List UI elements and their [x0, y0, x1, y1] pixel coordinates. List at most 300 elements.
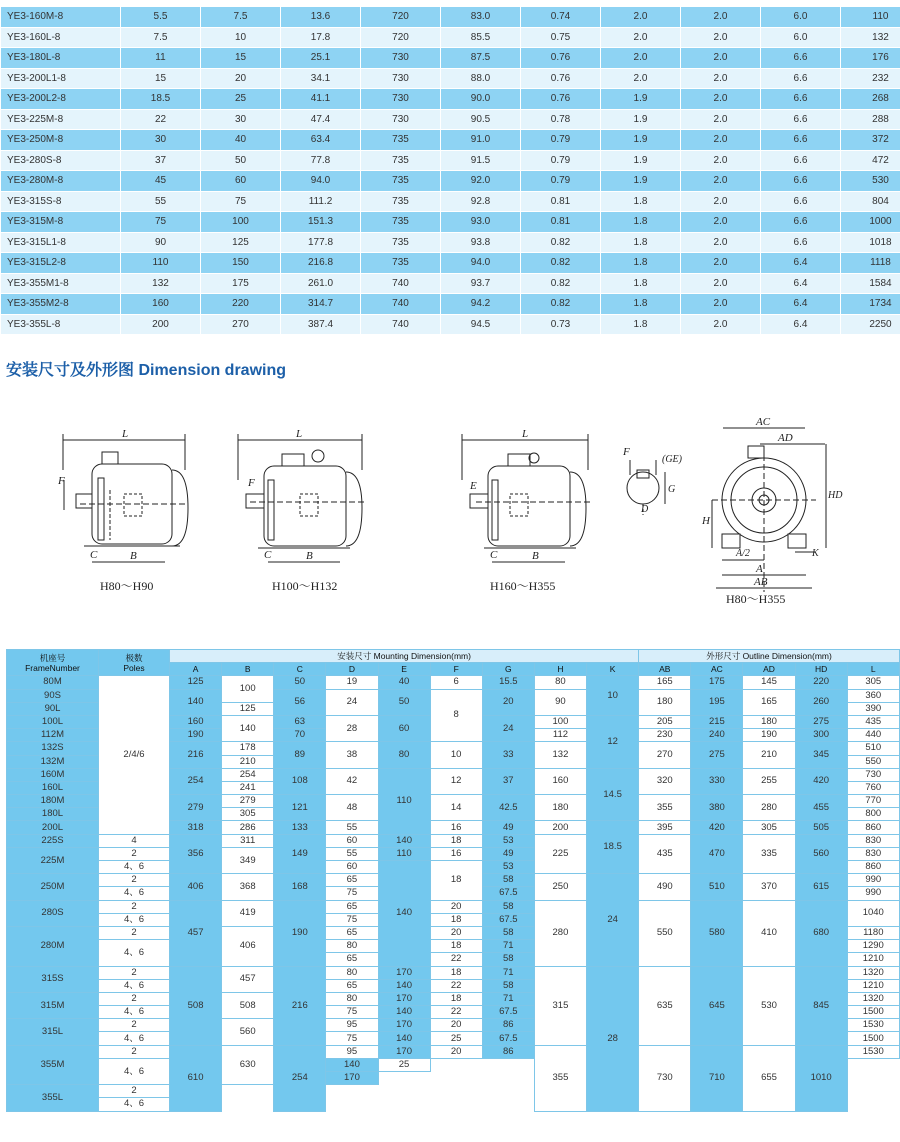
dimension-cell-ab: 230: [639, 729, 691, 742]
dimension-cell-hd: 680: [795, 900, 847, 966]
dimension-cell-l: 1530: [847, 1019, 899, 1032]
dimension-cell-l: 440: [847, 729, 899, 742]
dimension-cell-ab: 550: [639, 900, 691, 966]
table-cell: 60: [201, 171, 281, 192]
table-cell: 1.9: [601, 130, 681, 151]
dimension-cell-d: 60: [326, 861, 378, 874]
table-cell: 1.8: [601, 212, 681, 233]
table-cell: 1.9: [601, 171, 681, 192]
dimension-cell-e: 40: [378, 676, 430, 689]
dimension-cell-hd: 220: [795, 676, 847, 689]
table-cell: 37: [121, 150, 201, 171]
table-cell: 50: [201, 150, 281, 171]
table-cell: 1584: [841, 273, 900, 294]
table-cell: 0.82: [521, 294, 601, 315]
table-cell: 804: [841, 191, 900, 212]
table-cell: 2.0: [681, 314, 761, 335]
frame-number-cell: 132M: [7, 755, 99, 768]
dimension-cell-d: 19: [326, 676, 378, 689]
table-row: [1, 109, 900, 130]
table-cell: 200: [121, 314, 201, 335]
dimension-cell-a: 356: [170, 834, 222, 874]
dimension-cell-f: 16: [430, 821, 482, 834]
table-row: [1, 232, 900, 253]
dimension-cell-f: 18: [430, 834, 482, 847]
dimension-cell-h: 315: [534, 966, 586, 1045]
poles-cell: 2: [99, 992, 170, 1005]
dimension-cell-k: 14.5: [587, 768, 639, 821]
dimension-cell-g: 71: [482, 966, 534, 979]
table-cell: 387.4: [281, 314, 361, 335]
drawing2-C: C: [264, 549, 272, 561]
poles-cell: 2: [99, 874, 170, 887]
table-cell: 6.6: [761, 130, 841, 151]
table-cell: 25: [201, 89, 281, 110]
dimension-cell-hd: 260: [795, 689, 847, 715]
table-cell: 77.8: [281, 150, 361, 171]
dimension-cell-g: 58: [482, 900, 534, 913]
dimension-cell-d: 48: [326, 795, 378, 821]
table-cell: 2.0: [681, 212, 761, 233]
dimension-cell-g: 67.5: [482, 1006, 534, 1019]
drawing1-caption: H80～H90: [100, 579, 154, 593]
dimension-cell-l: 1210: [847, 979, 899, 992]
table-cell: 111.2: [281, 191, 361, 212]
dimension-cell-l: 1500: [847, 1006, 899, 1019]
shaft-G: G: [668, 484, 676, 495]
dimension-cell-f: 20: [430, 926, 482, 939]
dimension-cell-hd: 455: [795, 795, 847, 821]
dimension-cell-f: 25: [378, 1058, 430, 1071]
col-header: H: [534, 663, 586, 676]
table-cell: 372: [841, 130, 900, 151]
dimension-cell-ab: 180: [639, 689, 691, 715]
table-cell: 0.76: [521, 48, 601, 69]
table-cell: 6.6: [761, 89, 841, 110]
dimension-cell-h: 160: [534, 768, 586, 794]
table-cell: 0.78: [521, 109, 601, 130]
poles-cell: 4、6: [99, 940, 170, 966]
drawing3-C: C: [490, 549, 498, 561]
table-cell: 91.0: [441, 130, 521, 151]
dimension-cell-b: 368: [222, 874, 274, 900]
dimension-cell-f: 18: [430, 966, 482, 979]
table-cell: 220: [201, 294, 281, 315]
dimension-cell-l: 1320: [847, 966, 899, 979]
col-poles: 极数 Poles: [99, 650, 170, 676]
dimension-cell-k: 10: [587, 676, 639, 716]
col-header: K: [587, 663, 639, 676]
table-cell: 1.8: [601, 273, 681, 294]
table-cell: 110: [121, 253, 201, 274]
dimension-cell-l: 1210: [847, 953, 899, 966]
dimension-cell-k: 24: [587, 874, 639, 966]
dimension-cell-b: 560: [222, 1019, 274, 1045]
model-cell: YE3-250M-8: [1, 130, 121, 151]
table-cell: 0.76: [521, 68, 601, 89]
table-cell: 740: [361, 273, 441, 294]
table-cell: 91.5: [441, 150, 521, 171]
dimension-cell-g: 15.5: [482, 676, 534, 689]
dimension-cell-g: 53: [482, 834, 534, 847]
poles-cell: 4、6: [99, 979, 170, 992]
model-cell: YE3-180L-8: [1, 48, 121, 69]
dimension-cell-f: 25: [430, 1032, 482, 1045]
table-cell: 132: [121, 273, 201, 294]
dimension-cell-c: 50: [274, 676, 326, 689]
dimension-cell-e: 140: [378, 979, 430, 992]
table-row: [1, 191, 900, 212]
table-cell: 2.0: [681, 171, 761, 192]
table-cell: 7.5: [121, 27, 201, 48]
dimension-cell-f: 20: [430, 1019, 482, 1032]
dimension-cell-ad: 530: [743, 966, 795, 1045]
dimension-cell-a: 216: [170, 742, 222, 768]
dimension-cell-d: 65: [326, 926, 378, 939]
shaft-GE: (GE): [662, 454, 682, 465]
table-cell: 34.1: [281, 68, 361, 89]
dimension-cell-h: 355: [534, 1045, 586, 1111]
dimension-cell-ac: 710: [691, 1045, 743, 1111]
dimension-cell-ab: 395: [639, 821, 691, 834]
drawing1-C: C: [90, 549, 98, 561]
model-cell: YE3-315M-8: [1, 212, 121, 233]
dimension-cell-f: 22: [430, 979, 482, 992]
model-cell: YE3-160M-8: [1, 7, 121, 28]
dimension-cell-e: 110: [378, 768, 430, 834]
dimension-cell-f: 18: [430, 940, 482, 953]
table-cell: 75: [121, 212, 201, 233]
dimension-cell-l: 435: [847, 715, 899, 728]
dimension-cell-b: 286: [222, 821, 274, 834]
dimension-cell-ad: 210: [743, 742, 795, 768]
table-cell: 735: [361, 253, 441, 274]
table-cell: 735: [361, 130, 441, 151]
dimension-cell-l: 510: [847, 742, 899, 755]
table-row: [1, 48, 900, 69]
table-cell: 100: [201, 212, 281, 233]
frame-number-cell: 355L: [7, 1085, 99, 1111]
dimension-cell-ab: 635: [639, 966, 691, 1045]
dimension-cell-a: 254: [170, 768, 222, 794]
dimension-cell-g: 53: [482, 861, 534, 874]
dimension-cell-g: 67.5: [482, 913, 534, 926]
model-cell: YE3-315L1-8: [1, 232, 121, 253]
table-row: [1, 68, 900, 89]
dimension-cell-h: 112: [534, 729, 586, 742]
table-row: [1, 212, 900, 233]
table-cell: 6.6: [761, 150, 841, 171]
model-cell: YE3-280S-8: [1, 150, 121, 171]
dimension-cell-e: 140: [326, 1058, 378, 1071]
table-cell: 2.0: [681, 7, 761, 28]
dimension-cell-d: 65: [326, 953, 378, 966]
dimension-cell-d: 75: [326, 887, 378, 900]
dimension-cell-ad: 145: [743, 676, 795, 689]
dimension-cell-ab: 435: [639, 834, 691, 874]
endview-A2: A/2: [736, 548, 750, 559]
table-cell: 1.8: [601, 232, 681, 253]
dimension-cell-b: 125: [222, 702, 274, 715]
dimension-cell-l: 830: [847, 834, 899, 847]
dimension-cell-l: 1040: [847, 900, 899, 926]
frame-number-cell: 315L: [7, 1019, 99, 1045]
frame-number-cell: 180M: [7, 795, 99, 808]
table-cell: 1.9: [601, 89, 681, 110]
frame-number-cell: 250M: [7, 874, 99, 900]
table-cell: 0.81: [521, 191, 601, 212]
dimension-cell-hd: 275: [795, 715, 847, 728]
frame-number-cell: 90L: [7, 702, 99, 715]
table-cell: 25.1: [281, 48, 361, 69]
dimension-cell-l: 990: [847, 874, 899, 887]
table-cell: 740: [361, 294, 441, 315]
table-cell: 151.3: [281, 212, 361, 233]
dimension-cell-g: 58: [482, 926, 534, 939]
motor-drawing-h80: [63, 434, 188, 562]
dimension-cell-g: 33: [482, 742, 534, 768]
table-cell: 0.75: [521, 27, 601, 48]
dimension-cell-b: 178: [222, 742, 274, 755]
dimension-cell-d: 28: [326, 715, 378, 741]
table-cell: 0.81: [521, 212, 601, 233]
dimension-cell-k: 18.5: [587, 821, 639, 874]
dimension-cell-e: 50: [378, 689, 430, 715]
dimension-cell-f: 6: [430, 676, 482, 689]
table-cell: 735: [361, 212, 441, 233]
model-cell: YE3-225M-8: [1, 109, 121, 130]
dimension-cell-e: 110: [378, 847, 430, 860]
dimension-cell-a: 190: [170, 729, 222, 742]
table-cell: 30: [201, 109, 281, 130]
dimension-table: [6, 649, 900, 1111]
dimension-cell-e: 170: [378, 966, 430, 979]
dimension-cell-e: 140: [378, 1006, 430, 1019]
drawing3-caption: H160～H355: [490, 579, 556, 593]
col-frame-number: 机座号 FrameNumber: [7, 650, 99, 676]
table-cell: 6.6: [761, 232, 841, 253]
dimension-cell-f: 20: [430, 900, 482, 913]
dimension-cell-ad: 305: [743, 821, 795, 834]
dimension-cell-f: 10: [430, 742, 482, 768]
table-cell: 2.0: [681, 232, 761, 253]
poles-cell: 4、6: [99, 861, 170, 874]
poles-cell: 2: [99, 926, 170, 939]
dimension-cell-l: 800: [847, 808, 899, 821]
table-cell: 92.0: [441, 171, 521, 192]
dimension-cell-f: 22: [430, 953, 482, 966]
table-cell: 0.73: [521, 314, 601, 335]
poles-cell: 2: [99, 1019, 170, 1032]
col-header: F: [430, 663, 482, 676]
dimension-cell-h: 250: [534, 874, 586, 900]
dimension-cell-l: 830: [847, 847, 899, 860]
model-cell: YE3-355M1-8: [1, 273, 121, 294]
table-cell: 90.0: [441, 89, 521, 110]
dimension-cell-k: 28: [587, 966, 639, 1111]
table-cell: 87.5: [441, 48, 521, 69]
table-cell: 735: [361, 191, 441, 212]
col-header: D: [326, 663, 378, 676]
dimension-cell-c: 254: [274, 1045, 326, 1111]
table-cell: 1.8: [601, 314, 681, 335]
dimension-cell-g: 71: [482, 992, 534, 1005]
dimension-cell-d: 95: [326, 1019, 378, 1032]
drawing2-L: L: [296, 428, 303, 440]
dimension-cell-e: 140: [378, 861, 430, 967]
table-cell: 0.76: [521, 89, 601, 110]
dimension-cell-g: 42.5: [482, 795, 534, 821]
table-cell: 5.5: [121, 7, 201, 28]
table-row: [1, 150, 900, 171]
frame-number-cell: 280M: [7, 926, 99, 966]
dimension-cell-d: 42: [326, 768, 378, 794]
drawing3-L: L: [522, 428, 529, 440]
table-cell: 1.8: [601, 191, 681, 212]
dimension-cell-a: 406: [170, 874, 222, 900]
table-cell: 268: [841, 89, 900, 110]
endview-K: K: [812, 548, 819, 559]
table-cell: 6.6: [761, 212, 841, 233]
frame-number-cell: 315S: [7, 966, 99, 992]
dimension-cell-l: 390: [847, 702, 899, 715]
table-cell: 93.0: [441, 212, 521, 233]
dimension-cell-h: 180: [534, 795, 586, 821]
dimension-cell-c: 56: [274, 689, 326, 715]
poles-cell: 2: [99, 966, 170, 979]
dimension-cell-ad: 280: [743, 795, 795, 821]
poles-cell: 4: [99, 834, 170, 847]
dimension-cell-l: 990: [847, 887, 899, 900]
dimension-cell-d: 55: [326, 821, 378, 834]
dimension-cell-g: 67.5: [482, 887, 534, 900]
table-cell: 63.4: [281, 130, 361, 151]
table-cell: 472: [841, 150, 900, 171]
table-cell: 47.4: [281, 109, 361, 130]
poles-cell: 4、6: [99, 887, 170, 900]
table-cell: 730: [361, 89, 441, 110]
table-row: [7, 676, 900, 689]
dimension-cell-l: 1290: [847, 940, 899, 953]
motor-drawing-h160: [462, 434, 590, 562]
dimension-cell-ab: 320: [639, 768, 691, 794]
model-cell: YE3-200L1-8: [1, 68, 121, 89]
dimension-cell-h: 132: [534, 742, 586, 768]
dimension-cell-f: 8: [430, 689, 482, 742]
dimension-cell-hd: 420: [795, 768, 847, 794]
table-row: [1, 314, 900, 335]
col-header: AC: [691, 663, 743, 676]
dimension-cell-e: 140: [378, 1032, 430, 1045]
dimension-cell-c: 89: [274, 742, 326, 768]
dimension-cell-b: 305: [222, 808, 274, 821]
table-cell: 730: [361, 48, 441, 69]
dimension-cell-d: 55: [326, 847, 378, 860]
dimension-cell-ac: 510: [691, 874, 743, 900]
dimension-cell-a: 140: [170, 689, 222, 715]
frame-number-cell: 160M: [7, 768, 99, 781]
dimension-cell-d: 24: [326, 689, 378, 715]
table-cell: 0.79: [521, 171, 601, 192]
dimension-cell-ab: 490: [639, 874, 691, 900]
col-header: AD: [743, 663, 795, 676]
dimension-cell-b: 241: [222, 781, 274, 794]
dimension-cell-ac: 275: [691, 742, 743, 768]
dimension-cell-b: 140: [222, 715, 274, 741]
frame-number-cell: 280S: [7, 900, 99, 926]
dimension-drawings: [0, 400, 900, 615]
table-cell: 0.79: [521, 150, 601, 171]
table-cell: 1018: [841, 232, 900, 253]
table-cell: 216.8: [281, 253, 361, 274]
table-cell: 1000: [841, 212, 900, 233]
table-cell: 6.6: [761, 191, 841, 212]
dimension-cell-ac: 645: [691, 966, 743, 1045]
dimension-cell-c: 63: [274, 715, 326, 728]
dimension-cell-l: 760: [847, 781, 899, 794]
frame-number-cell: 100L: [7, 715, 99, 728]
table-cell: 0.82: [521, 232, 601, 253]
table-cell: 6.4: [761, 314, 841, 335]
col-header: L: [847, 663, 899, 676]
dimension-cell-c: 190: [274, 900, 326, 966]
table-cell: 110: [841, 7, 900, 28]
model-cell: YE3-200L2-8: [1, 89, 121, 110]
table-cell: 1.8: [601, 294, 681, 315]
table-cell: 13.6: [281, 7, 361, 28]
table-cell: 2.0: [681, 273, 761, 294]
table-row: [1, 27, 900, 48]
dimension-cell-b: 349: [222, 847, 274, 873]
table-cell: 2.0: [681, 150, 761, 171]
table-row: [1, 273, 900, 294]
dimension-cell-ad: 190: [743, 729, 795, 742]
table-cell: 6.4: [761, 294, 841, 315]
dimension-cell-b: 254: [222, 768, 274, 781]
frame-number-cell: 80M: [7, 676, 99, 689]
poles-cell: 2/4/6: [99, 676, 170, 834]
dimension-cell-d: 80: [326, 940, 378, 953]
dimension-cell-a: 160: [170, 715, 222, 728]
poles-cell: 4、6: [99, 913, 170, 926]
poles-cell: 2: [99, 847, 170, 860]
dimension-cell-e: 170: [378, 1045, 430, 1058]
dimension-cell-f: 18: [430, 913, 482, 926]
table-cell: 22: [121, 109, 201, 130]
table-cell: 90: [121, 232, 201, 253]
table-cell: 2.0: [681, 27, 761, 48]
dimension-cell-d: 80: [326, 992, 378, 1005]
poles-cell: 2: [99, 900, 170, 913]
dimension-cell-c: 168: [274, 874, 326, 900]
dimension-cell-b: 630: [222, 1045, 274, 1085]
dimension-cell-d: 75: [326, 1006, 378, 1019]
table-cell: 2.0: [601, 27, 681, 48]
dimension-cell-ab: 730: [639, 1045, 691, 1111]
dimension-cell-d: 60: [326, 834, 378, 847]
dimension-cell-a: 610: [170, 1045, 222, 1111]
dimension-cell-a: 508: [170, 966, 222, 1045]
table-cell: 10: [201, 27, 281, 48]
frame-number-cell: 132S: [7, 742, 99, 755]
table-cell: 261.0: [281, 273, 361, 294]
table-cell: 1.9: [601, 150, 681, 171]
table-cell: 92.8: [441, 191, 521, 212]
dimension-cell-l: 730: [847, 768, 899, 781]
table-cell: 41.1: [281, 89, 361, 110]
dimension-cell-hd: 300: [795, 729, 847, 742]
endview-AC: AC: [756, 416, 771, 428]
